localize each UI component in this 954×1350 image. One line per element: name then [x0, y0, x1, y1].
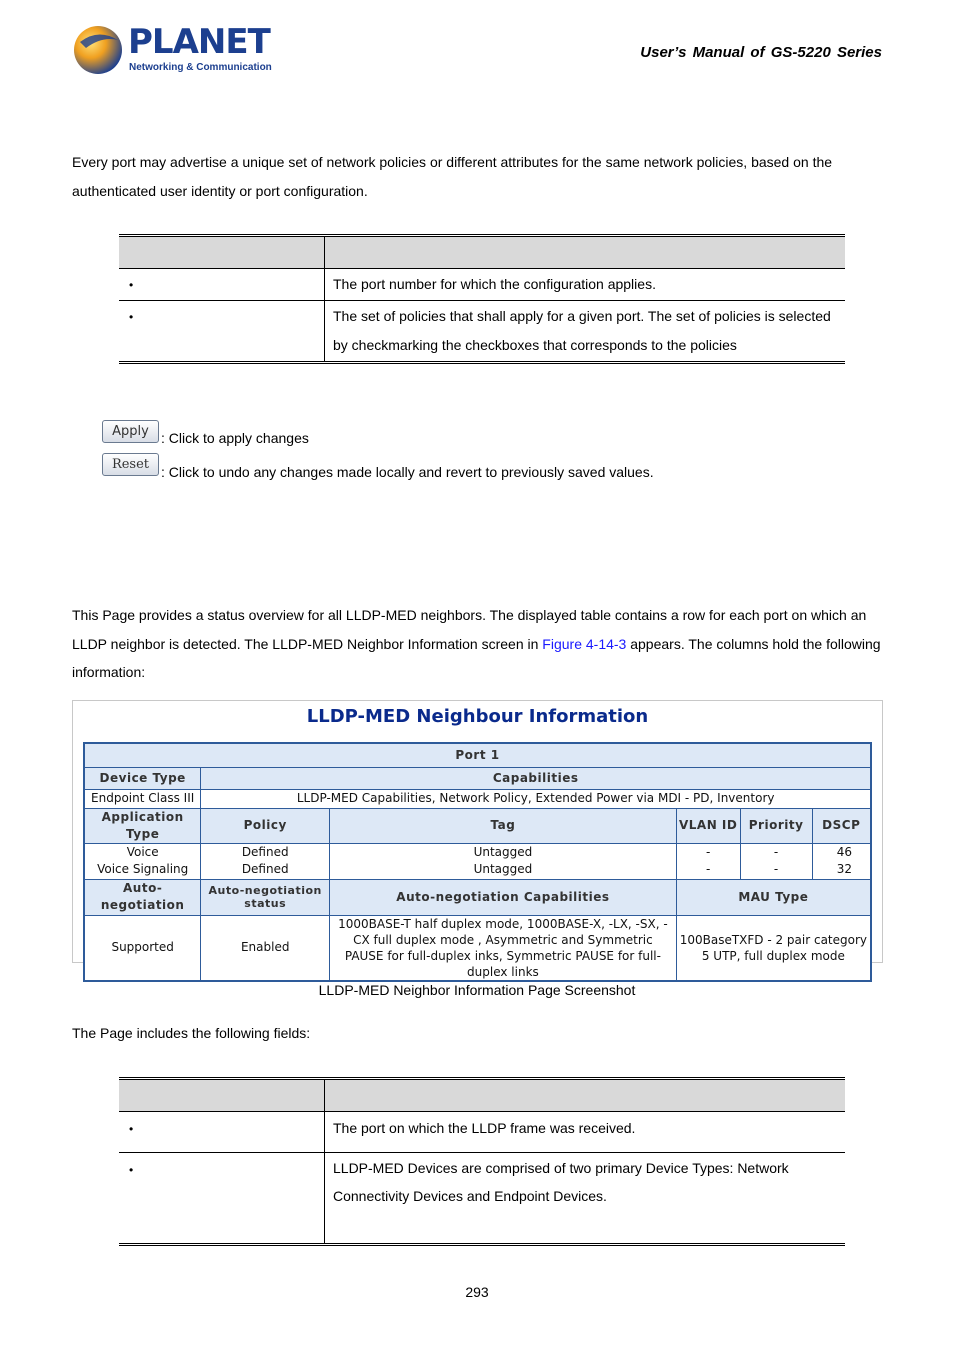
autoneg-value: Supported	[84, 915, 201, 981]
autoneg-capabilities-value: 1000BASE-T half duplex mode, 1000BASE-X, -LX, -SX, -CX full duplex mode , Asymmetric and Symmetric PAUSE for full-duplex inks, Symmetric PAUSE for full-duplex links	[330, 915, 677, 981]
neighbour-table	[83, 742, 872, 982]
table-header-row	[119, 236, 845, 269]
dscp-value: 46	[836, 845, 852, 859]
manual-title: User’s Manual of GS-5220 Series	[640, 44, 882, 61]
autoneg-status-header: Auto-negotiation status	[201, 879, 330, 915]
port-header: Port 1	[84, 743, 871, 767]
intro-paragraph: Every port may advertise a unique set of network policies or different attributes for the same network policies, based on the authenticated user identity or port configuration.	[72, 154, 833, 199]
table-row	[119, 1112, 845, 1153]
status-text: appears. The columns hold the following information:	[72, 635, 881, 680]
brand-tagline: Networking & Communication	[129, 62, 272, 73]
policy-row-description: The set of policies that shall apply for a given port. The set of policies is selected by checkmarking the checkboxes that corresponds to the policies	[325, 301, 846, 363]
vlan-id-value: -	[706, 862, 711, 876]
status-paragraph	[72, 601, 884, 687]
bullet: •	[129, 1163, 134, 1177]
screenshot-title: LLDP-MED Neighbour Information	[306, 706, 649, 727]
policy-header: Policy	[201, 808, 330, 843]
lldp-med-screenshot	[72, 700, 883, 979]
priority-value: -	[773, 862, 779, 876]
application-type-value: Voice	[126, 845, 159, 859]
table-row	[119, 1153, 845, 1245]
priority-cell	[740, 843, 812, 879]
reset-description: : Click to undo any changes made locally and revert to previously saved values.	[161, 464, 654, 480]
device-type-value: Endpoint Class III	[84, 789, 201, 808]
fields-intro: The Page includes the following fields:	[72, 1025, 311, 1041]
fields-row-description: LLDP-MED Devices are comprised of two primary Device Types: Network Connectivity Devices and Endpoint Devices.	[325, 1153, 846, 1245]
bullet: •	[129, 278, 134, 292]
application-type-value: Voice Signaling	[97, 862, 189, 876]
dscp-value: 32	[836, 862, 852, 876]
planet-logo	[72, 22, 272, 78]
apply-description: : Click to apply changes	[161, 430, 309, 446]
status-text: This Page provides a status overview for all LLDP-MED neighbors. The displayed table contains a row for each port on which an LLDP neighbor is detected. The LLDP-MED Neighbor Information screen in	[72, 607, 867, 652]
autoneg-header: Auto-negotiation	[84, 879, 201, 915]
fields-table	[119, 1077, 845, 1246]
autoneg-status-value: Enabled	[201, 915, 330, 981]
apply-button[interactable]: Apply	[102, 420, 159, 443]
fields-row-description: The port on which the LLDP frame was received.	[325, 1112, 846, 1153]
figure-caption: LLDP-MED Neighbor Information Page Screenshot	[318, 982, 636, 998]
dscp-header: DSCP	[812, 808, 871, 843]
dscp-cell	[812, 843, 871, 879]
tag-value: Untagged	[473, 862, 533, 876]
application-type-cell	[84, 843, 201, 879]
table-row	[119, 269, 845, 301]
device-type-header: Device Type	[84, 767, 201, 789]
autoneg-capabilities-header: Auto-negotiation Capabilities	[330, 879, 677, 915]
policy-table	[119, 234, 845, 364]
tag-header: Tag	[330, 808, 677, 843]
policy-row	[84, 843, 871, 879]
table-header-row	[119, 1079, 845, 1112]
tag-value: Untagged	[473, 845, 533, 859]
page-number: 293	[465, 1284, 489, 1300]
table-row	[119, 301, 845, 363]
policy-row-description: The port number for which the configuration applies.	[325, 269, 846, 301]
reset-button[interactable]: Reset	[102, 453, 159, 476]
bullet: •	[129, 310, 134, 324]
application-type-header: Application Type	[84, 808, 201, 843]
vlan-id-cell	[676, 843, 740, 879]
capabilities-value: LLDP-MED Capabilities, Network Policy, Extended Power via MDI - PD, Inventory	[201, 789, 871, 808]
policy-value: Defined	[241, 845, 289, 859]
policy-value: Defined	[241, 862, 289, 876]
figure-link[interactable]: Figure 4-14-3	[542, 635, 627, 652]
priority-header: Priority	[740, 808, 812, 843]
tag-cell	[330, 843, 677, 879]
vlan-id-value: -	[706, 845, 711, 859]
mau-type-header: MAU Type	[676, 879, 871, 915]
priority-value: -	[773, 845, 779, 859]
bullet: •	[129, 1122, 134, 1136]
mau-type-value: 100BaseTXFD - 2 pair category 5 UTP, full duplex mode	[676, 915, 871, 981]
brand-name: PLANET	[128, 22, 270, 62]
capabilities-header: Capabilities	[201, 767, 871, 789]
policy-cell	[201, 843, 330, 879]
vlan-id-header: VLAN ID	[676, 808, 740, 843]
